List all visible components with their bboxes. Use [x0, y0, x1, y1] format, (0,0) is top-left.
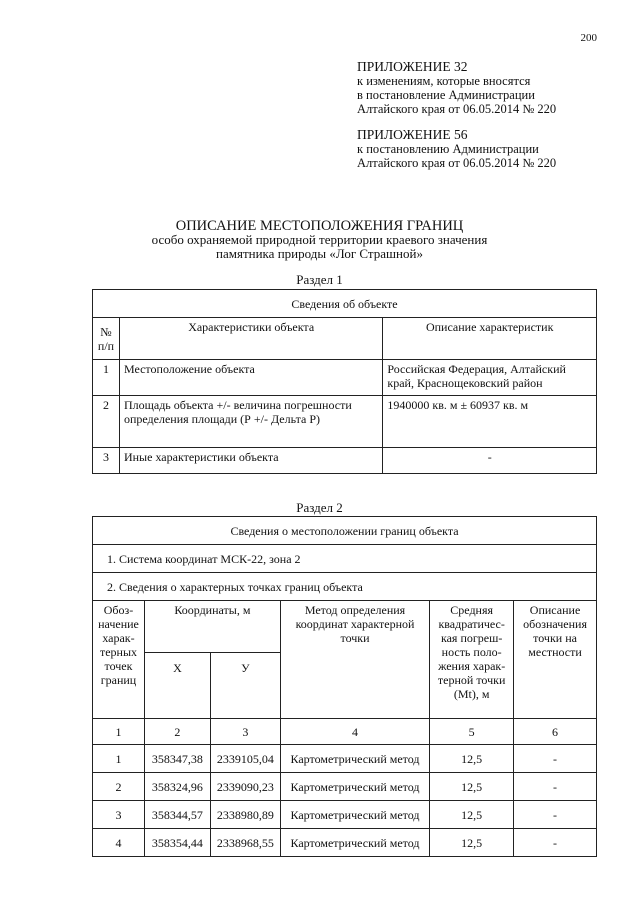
- row-characteristic: Местоположение объекта: [119, 360, 382, 396]
- point-method: Картометрический метод: [280, 801, 429, 829]
- appendix-32-heading: ПРИЛОЖЕНИЕ 32: [357, 59, 468, 74]
- row-description: -: [383, 448, 597, 474]
- page-number: 200: [580, 32, 597, 44]
- point-id: 3: [93, 801, 145, 829]
- table-row: [93, 773, 597, 801]
- point-description: -: [514, 773, 597, 801]
- point-x: 358324,96: [144, 773, 210, 801]
- appendix-32-line: к изменениям, которые вносятся: [357, 74, 531, 88]
- table-row: [93, 745, 597, 773]
- col-header-x: X: [144, 653, 210, 719]
- point-description: -: [514, 829, 597, 857]
- col-header-method: Метод определения координат характерной точки: [280, 601, 429, 719]
- document-title: [0, 219, 639, 261]
- point-mt: 12,5: [430, 745, 514, 773]
- title-main: ОПИСАНИЕ МЕСТОПОЛОЖЕНИЯ ГРАНИЦ: [175, 218, 464, 234]
- point-description: -: [514, 745, 597, 773]
- title-sub-2: памятника природы «Лог Страшной»: [216, 246, 423, 261]
- point-mt: 12,5: [430, 829, 514, 857]
- col-header-coordinates: Координаты, м: [144, 601, 280, 653]
- row-num: 2: [93, 396, 120, 448]
- row-characteristic: Площадь объекта +/- величина погрешности определения площади (Р +/- Дельта Р): [119, 396, 382, 448]
- point-x: 358347,38: [144, 745, 210, 773]
- col-header-y: У: [210, 653, 280, 719]
- appendix-32-block: [357, 60, 556, 116]
- section-2-header: Сведения о местоположении границ объекта: [93, 517, 597, 545]
- col-number: 2: [144, 719, 210, 745]
- point-x: 358344,57: [144, 801, 210, 829]
- col-header-error: Средняя квадратичес- кая погреш- ность поло- жения харак- терной точки (Mt), м: [430, 601, 514, 719]
- table-row: [93, 829, 597, 857]
- col-number: 4: [280, 719, 429, 745]
- appendix-32-line: Алтайского края от 06.05.2014 № 220: [357, 102, 557, 116]
- col-number: 1: [93, 719, 145, 745]
- appendix-56-heading: ПРИЛОЖЕНИЕ 56: [357, 127, 468, 142]
- row-description: 1940000 кв. м ± 60937 кв. м: [383, 396, 597, 448]
- section-2-table: [92, 516, 597, 857]
- section-1-header: Сведения об объекте: [93, 290, 597, 318]
- point-y: 2338968,55: [210, 829, 280, 857]
- section-1-label: Раздел 1: [296, 272, 343, 287]
- point-mt: 12,5: [430, 773, 514, 801]
- point-method: Картометрический метод: [280, 745, 429, 773]
- appendix-32-line: в постановление Администрации: [357, 88, 535, 102]
- point-id: 2: [93, 773, 145, 801]
- point-method: Картометрический метод: [280, 829, 429, 857]
- title-sub-1: особо охраняемой природной территории краевого значения: [151, 232, 488, 247]
- row-num: 3: [93, 448, 120, 474]
- point-x: 358354,44: [144, 829, 210, 857]
- col-header-description: Описание характеристик: [383, 318, 597, 360]
- section-1-table: [92, 289, 597, 474]
- point-y: 2338980,89: [210, 801, 280, 829]
- table-row: [93, 448, 597, 474]
- section-2-label: Раздел 2: [296, 500, 343, 515]
- point-y: 2339090,23: [210, 773, 280, 801]
- table-row: [93, 360, 597, 396]
- row-num: 1: [93, 360, 120, 396]
- point-mt: 12,5: [430, 801, 514, 829]
- col-header-designation: Обоз- начение харак- терных точек границ: [93, 601, 145, 719]
- point-id: 4: [93, 829, 145, 857]
- point-id: 1: [93, 745, 145, 773]
- point-description: -: [514, 801, 597, 829]
- appendix-56-block: [357, 128, 556, 170]
- col-header-num: № п/п: [93, 318, 120, 360]
- col-header-point-description: Описание обозначения точки на местности: [514, 601, 597, 719]
- coord-system-row: 1. Система координат МСК-22, зона 2: [93, 545, 597, 573]
- row-description: Российская Федерация, Алтайский край, Краснощековский район: [383, 360, 597, 396]
- appendix-56-line: Алтайского края от 06.05.2014 № 220: [357, 156, 557, 170]
- point-y: 2339105,04: [210, 745, 280, 773]
- col-number: 5: [430, 719, 514, 745]
- points-header-row: 2. Сведения о характерных точках границ объекта: [93, 573, 597, 601]
- point-method: Картометрический метод: [280, 773, 429, 801]
- col-number: 3: [210, 719, 280, 745]
- appendix-56-line: к постановлению Администрации: [357, 142, 539, 156]
- table-row: [93, 396, 597, 448]
- table-row: [93, 801, 597, 829]
- col-header-characteristics: Характеристики объекта: [119, 318, 382, 360]
- col-number: 6: [514, 719, 597, 745]
- row-characteristic: Иные характеристики объекта: [119, 448, 382, 474]
